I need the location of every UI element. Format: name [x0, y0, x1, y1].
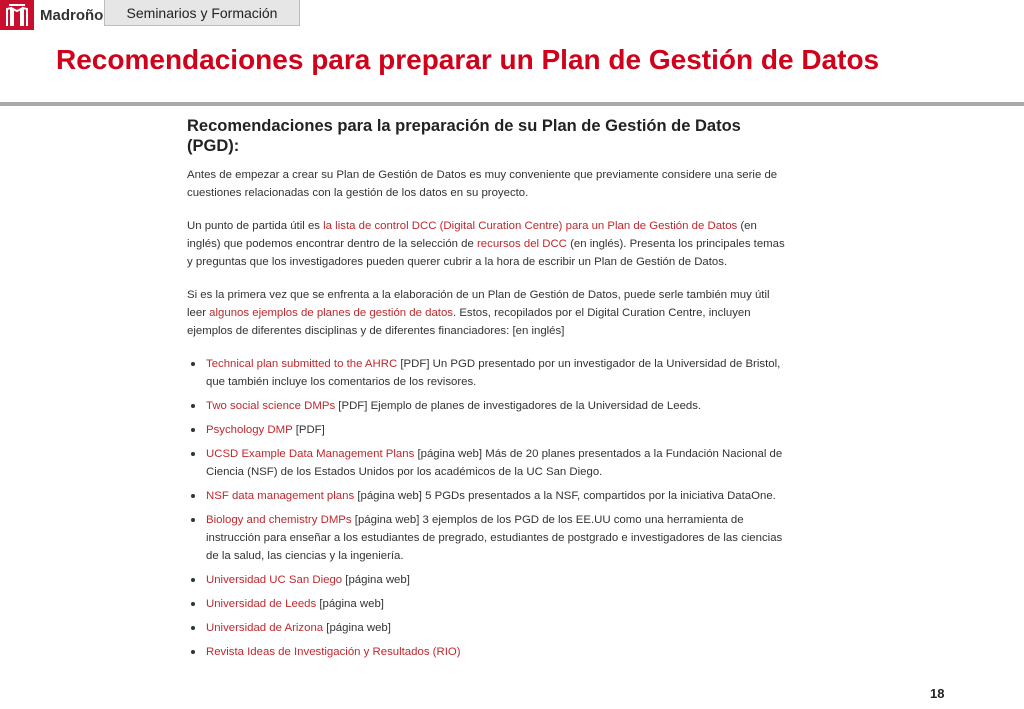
title-divider: [0, 102, 1024, 106]
text-segment: . Estos, recopilados por el Digital Curation Centre, incluyen ejemplos de diferentes disciplinas y de diferentes financiadores: [en inglés]: [187, 307, 751, 337]
list-item-link[interactable]: Universidad de Leeds: [206, 598, 317, 610]
list-item-link[interactable]: Universidad de Arizona: [206, 622, 324, 634]
tab-seminarios[interactable]: Seminarios y Formación: [104, 0, 300, 26]
examples-link[interactable]: algunos ejemplos de planes de gestión de datos: [209, 307, 453, 319]
intro-paragraph: Antes de empezar a crear su Plan de Gestión de Datos es muy conveniente que previamente considere una serie de cuestiones relacionadas con la gestión de los datos en su proyecto.: [187, 169, 778, 199]
list-item-link[interactable]: Biology and chemistry DMPs: [206, 514, 352, 526]
list-item: [187, 397, 787, 415]
list-item-text: [PDF]: [292, 424, 325, 436]
text-segment: (en inglés). Presenta los principales temas y preguntas que los investigadores pueden querer cubrir a la hora de escribir un Plan de Gestión de Datos.: [187, 238, 785, 268]
list-item: [187, 355, 787, 391]
list-item: [187, 511, 787, 565]
list-item: [187, 445, 787, 481]
examples-paragraph: [187, 286, 787, 340]
examples-list: [187, 355, 787, 661]
list-item-text: [página web] 3 ejemplos de los PGD de los EE.UU como una herramienta de instrucción para enseñar a los estudiantes de pregrado, estudiantes de postgrado e investigadores de las ciencias de la salud, las ciencias y la ingeniería.: [206, 514, 783, 562]
text-segment: Si es la primera vez que se enfrenta a la elaboración de un Plan de Gestión de Datos, puede serle también muy útil leer: [187, 289, 770, 319]
list-item: [187, 571, 787, 589]
dcc-resources-link[interactable]: recursos del DCC: [477, 238, 567, 250]
list-item-text: [página web] 5 PGDs presentados a la NSF, compartidos por la iniciativa DataOne.: [354, 490, 776, 502]
page-number: 18: [930, 686, 945, 701]
list-item-link[interactable]: Psychology DMP: [206, 424, 293, 436]
list-item-link[interactable]: Universidad UC San Diego: [206, 574, 343, 586]
slide-title: Recomendaciones para preparar un Plan de Gestión de Datos: [56, 44, 880, 75]
list-item-link[interactable]: NSF data management plans: [206, 490, 355, 502]
list-item-text: [página web] Más de 20 planes presentados a la Fundación Nacional de Ciencia (NSF) de los Estados Unidos por los académicos de la UC San Diego.: [206, 448, 783, 478]
list-item-text: [página web]: [323, 622, 391, 634]
text-segment: Un punto de partida útil es: [187, 220, 324, 232]
list-item: [187, 619, 787, 637]
list-item-text: [PDF] Un PGD presentado por un investigador de la Universidad de Bristol, que también incluye los comentarios de los revisores.: [206, 358, 781, 388]
list-item: [187, 421, 787, 439]
list-item-text: [página web]: [316, 598, 384, 610]
brand-name: Madroño: [40, 7, 104, 24]
dcc-checklist-link[interactable]: la lista de control DCC (Digital Curation Centre) para un Plan de Gestión de Datos: [323, 220, 738, 232]
text-segment: (en inglés) que podemos encontrar dentro de la selección de: [187, 220, 757, 250]
content-heading: Recomendaciones para la preparación de su Plan de Gestión de Datos (PGD):: [187, 117, 741, 155]
list-item-link[interactable]: UCSD Example Data Management Plans: [206, 448, 415, 460]
list-item-link[interactable]: Revista Ideas de Investigación y Resultados (RIO): [206, 646, 461, 658]
list-item: [187, 487, 787, 505]
list-item-link[interactable]: Technical plan submitted to the AHRC: [206, 358, 398, 370]
list-item-link[interactable]: Two social science DMPs: [206, 400, 336, 412]
content-panel: [187, 116, 787, 667]
dcc-paragraph: [187, 217, 787, 271]
list-item-text: [página web]: [342, 574, 410, 586]
list-item: [187, 595, 787, 613]
list-item: [187, 643, 787, 661]
madrono-logo-icon: [0, 0, 34, 30]
list-item-text: [PDF] Ejemplo de planes de investigadores de la Universidad de Leeds.: [335, 400, 702, 412]
